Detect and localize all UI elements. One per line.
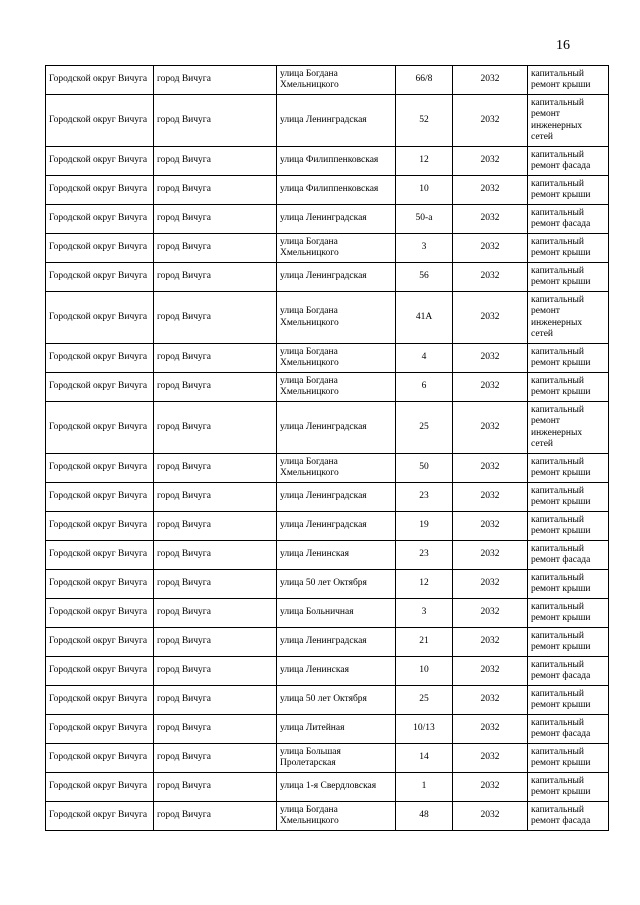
repair-schedule-table	[45, 65, 609, 831]
street-cell: улица Богдана Хмельницкого	[277, 373, 396, 402]
street-cell: улица Филиппенковская	[277, 176, 396, 205]
house-number-cell: 3	[396, 599, 453, 628]
house-number-cell: 25	[396, 402, 453, 454]
district-cell: Городской округ Вичуга	[46, 234, 154, 263]
table-row	[46, 454, 609, 483]
table-row	[46, 344, 609, 373]
house-number-cell: 6	[396, 373, 453, 402]
settlement-cell: город Вичуга	[154, 234, 277, 263]
settlement-cell: город Вичуга	[154, 402, 277, 454]
district-cell: Городской округ Вичуга	[46, 599, 154, 628]
year-cell: 2032	[453, 263, 528, 292]
settlement-cell: город Вичуга	[154, 95, 277, 147]
settlement-cell: город Вичуга	[154, 176, 277, 205]
works-type-cell: капитальный ремонт крыши	[528, 263, 609, 292]
district-cell: Городской округ Вичуга	[46, 95, 154, 147]
works-type-cell: капитальный ремонт крыши	[528, 628, 609, 657]
house-number-cell: 23	[396, 483, 453, 512]
district-cell: Городской округ Вичуга	[46, 205, 154, 234]
district-cell: Городской округ Вичуга	[46, 570, 154, 599]
street-cell: улица Ленинградская	[277, 205, 396, 234]
settlement-cell: город Вичуга	[154, 512, 277, 541]
year-cell: 2032	[453, 512, 528, 541]
year-cell: 2032	[453, 483, 528, 512]
table-row	[46, 402, 609, 454]
district-cell: Городской округ Вичуга	[46, 344, 154, 373]
works-type-cell: капитальный ремонт крыши	[528, 483, 609, 512]
settlement-cell: город Вичуга	[154, 570, 277, 599]
street-cell: улица Ленинградская	[277, 512, 396, 541]
street-cell: улица Литейная	[277, 715, 396, 744]
works-type-cell: капитальный ремонт инженерных сетей	[528, 402, 609, 454]
street-cell: улица Богдана Хмельницкого	[277, 344, 396, 373]
district-cell: Городской округ Вичуга	[46, 66, 154, 95]
works-type-cell: капитальный ремонт фасада	[528, 205, 609, 234]
year-cell: 2032	[453, 147, 528, 176]
table-body	[46, 66, 609, 831]
street-cell: улица Ленинградская	[277, 483, 396, 512]
street-cell: улица Богдана Хмельницкого	[277, 454, 396, 483]
works-type-cell: капитальный ремонт фасада	[528, 541, 609, 570]
district-cell: Городской округ Вичуга	[46, 512, 154, 541]
table-row	[46, 263, 609, 292]
year-cell: 2032	[453, 95, 528, 147]
district-cell: Городской округ Вичуга	[46, 402, 154, 454]
works-type-cell: капитальный ремонт фасада	[528, 715, 609, 744]
settlement-cell: город Вичуга	[154, 344, 277, 373]
house-number-cell: 10	[396, 657, 453, 686]
settlement-cell: город Вичуга	[154, 454, 277, 483]
year-cell: 2032	[453, 599, 528, 628]
district-cell: Городской округ Вичуга	[46, 292, 154, 344]
street-cell: улица Богдана Хмельницкого	[277, 66, 396, 95]
table-row	[46, 686, 609, 715]
district-cell: Городской округ Вичуга	[46, 657, 154, 686]
works-type-cell: капитальный ремонт крыши	[528, 512, 609, 541]
year-cell: 2032	[453, 686, 528, 715]
works-type-cell: капитальный ремонт фасада	[528, 802, 609, 831]
house-number-cell: 12	[396, 147, 453, 176]
street-cell: улица Ленинградская	[277, 95, 396, 147]
year-cell: 2032	[453, 402, 528, 454]
works-type-cell: капитальный ремонт крыши	[528, 344, 609, 373]
year-cell: 2032	[453, 454, 528, 483]
house-number-cell: 23	[396, 541, 453, 570]
settlement-cell: город Вичуга	[154, 147, 277, 176]
works-type-cell: капитальный ремонт крыши	[528, 686, 609, 715]
house-number-cell: 10/13	[396, 715, 453, 744]
house-number-cell: 41А	[396, 292, 453, 344]
house-number-cell: 4	[396, 344, 453, 373]
year-cell: 2032	[453, 176, 528, 205]
works-type-cell: капитальный ремонт крыши	[528, 176, 609, 205]
settlement-cell: город Вичуга	[154, 599, 277, 628]
works-type-cell: капитальный ремонт крыши	[528, 454, 609, 483]
house-number-cell: 52	[396, 95, 453, 147]
table-row	[46, 744, 609, 773]
street-cell: улица 50 лет Октября	[277, 686, 396, 715]
table-row	[46, 570, 609, 599]
house-number-cell: 56	[396, 263, 453, 292]
street-cell: улица Ленинская	[277, 657, 396, 686]
works-type-cell: капитальный ремонт крыши	[528, 234, 609, 263]
district-cell: Городской округ Вичуга	[46, 263, 154, 292]
street-cell: улица Ленинградская	[277, 263, 396, 292]
settlement-cell: город Вичуга	[154, 657, 277, 686]
district-cell: Городской округ Вичуга	[46, 454, 154, 483]
table-row	[46, 176, 609, 205]
house-number-cell: 66/8	[396, 66, 453, 95]
street-cell: улица Ленинградская	[277, 628, 396, 657]
year-cell: 2032	[453, 234, 528, 263]
table-row	[46, 628, 609, 657]
works-type-cell: капитальный ремонт инженерных сетей	[528, 95, 609, 147]
year-cell: 2032	[453, 344, 528, 373]
settlement-cell: город Вичуга	[154, 263, 277, 292]
house-number-cell: 48	[396, 802, 453, 831]
table-row	[46, 599, 609, 628]
table-row	[46, 373, 609, 402]
works-type-cell: капитальный ремонт крыши	[528, 373, 609, 402]
table-row	[46, 512, 609, 541]
table-row	[46, 715, 609, 744]
street-cell: улица 1-я Свердловская	[277, 773, 396, 802]
year-cell: 2032	[453, 66, 528, 95]
works-type-cell: капитальный ремонт крыши	[528, 570, 609, 599]
table-row	[46, 802, 609, 831]
settlement-cell: город Вичуга	[154, 715, 277, 744]
settlement-cell: город Вичуга	[154, 744, 277, 773]
table-row	[46, 773, 609, 802]
house-number-cell: 12	[396, 570, 453, 599]
street-cell: улица Богдана Хмельницкого	[277, 292, 396, 344]
year-cell: 2032	[453, 773, 528, 802]
house-number-cell: 21	[396, 628, 453, 657]
house-number-cell: 14	[396, 744, 453, 773]
year-cell: 2032	[453, 744, 528, 773]
settlement-cell: город Вичуга	[154, 292, 277, 344]
year-cell: 2032	[453, 657, 528, 686]
settlement-cell: город Вичуга	[154, 802, 277, 831]
table-row	[46, 483, 609, 512]
table-row	[46, 234, 609, 263]
house-number-cell: 10	[396, 176, 453, 205]
year-cell: 2032	[453, 205, 528, 234]
settlement-cell: город Вичуга	[154, 686, 277, 715]
settlement-cell: город Вичуга	[154, 773, 277, 802]
works-type-cell: капитальный ремонт фасада	[528, 147, 609, 176]
district-cell: Городской округ Вичуга	[46, 802, 154, 831]
district-cell: Городской округ Вичуга	[46, 628, 154, 657]
district-cell: Городской округ Вичуга	[46, 147, 154, 176]
table-row	[46, 205, 609, 234]
works-type-cell: капитальный ремонт инженерных сетей	[528, 292, 609, 344]
house-number-cell: 1	[396, 773, 453, 802]
year-cell: 2032	[453, 628, 528, 657]
district-cell: Городской округ Вичуга	[46, 715, 154, 744]
table-row	[46, 66, 609, 95]
district-cell: Городской округ Вичуга	[46, 176, 154, 205]
year-cell: 2032	[453, 715, 528, 744]
settlement-cell: город Вичуга	[154, 205, 277, 234]
house-number-cell: 50	[396, 454, 453, 483]
table-row	[46, 147, 609, 176]
works-type-cell: капитальный ремонт фасада	[528, 657, 609, 686]
year-cell: 2032	[453, 541, 528, 570]
settlement-cell: город Вичуга	[154, 541, 277, 570]
works-type-cell: капитальный ремонт крыши	[528, 599, 609, 628]
district-cell: Городской округ Вичуга	[46, 744, 154, 773]
house-number-cell: 19	[396, 512, 453, 541]
table-row	[46, 541, 609, 570]
year-cell: 2032	[453, 570, 528, 599]
street-cell: улица Богдана Хмельницкого	[277, 234, 396, 263]
works-type-cell: капитальный ремонт крыши	[528, 744, 609, 773]
table-row	[46, 95, 609, 147]
district-cell: Городской округ Вичуга	[46, 483, 154, 512]
settlement-cell: город Вичуга	[154, 66, 277, 95]
street-cell: улица Ленинградская	[277, 402, 396, 454]
year-cell: 2032	[453, 373, 528, 402]
works-type-cell: капитальный ремонт крыши	[528, 773, 609, 802]
settlement-cell: город Вичуга	[154, 628, 277, 657]
street-cell: улица Богдана Хмельницкого	[277, 802, 396, 831]
year-cell: 2032	[453, 292, 528, 344]
street-cell: улица 50 лет Октября	[277, 570, 396, 599]
house-number-cell: 25	[396, 686, 453, 715]
district-cell: Городской округ Вичуга	[46, 373, 154, 402]
street-cell: улица Большая Пролетарская	[277, 744, 396, 773]
settlement-cell: город Вичуга	[154, 483, 277, 512]
works-type-cell: капитальный ремонт крыши	[528, 66, 609, 95]
district-cell: Городской округ Вичуга	[46, 541, 154, 570]
street-cell: улица Филиппенковская	[277, 147, 396, 176]
district-cell: Городской округ Вичуга	[46, 773, 154, 802]
house-number-cell: 3	[396, 234, 453, 263]
street-cell: улица Ленинская	[277, 541, 396, 570]
street-cell: улица Больничная	[277, 599, 396, 628]
page-number: 16	[556, 38, 570, 53]
year-cell: 2032	[453, 802, 528, 831]
house-number-cell: 50-а	[396, 205, 453, 234]
table-row	[46, 292, 609, 344]
district-cell: Городской округ Вичуга	[46, 686, 154, 715]
settlement-cell: город Вичуга	[154, 373, 277, 402]
table-row	[46, 657, 609, 686]
